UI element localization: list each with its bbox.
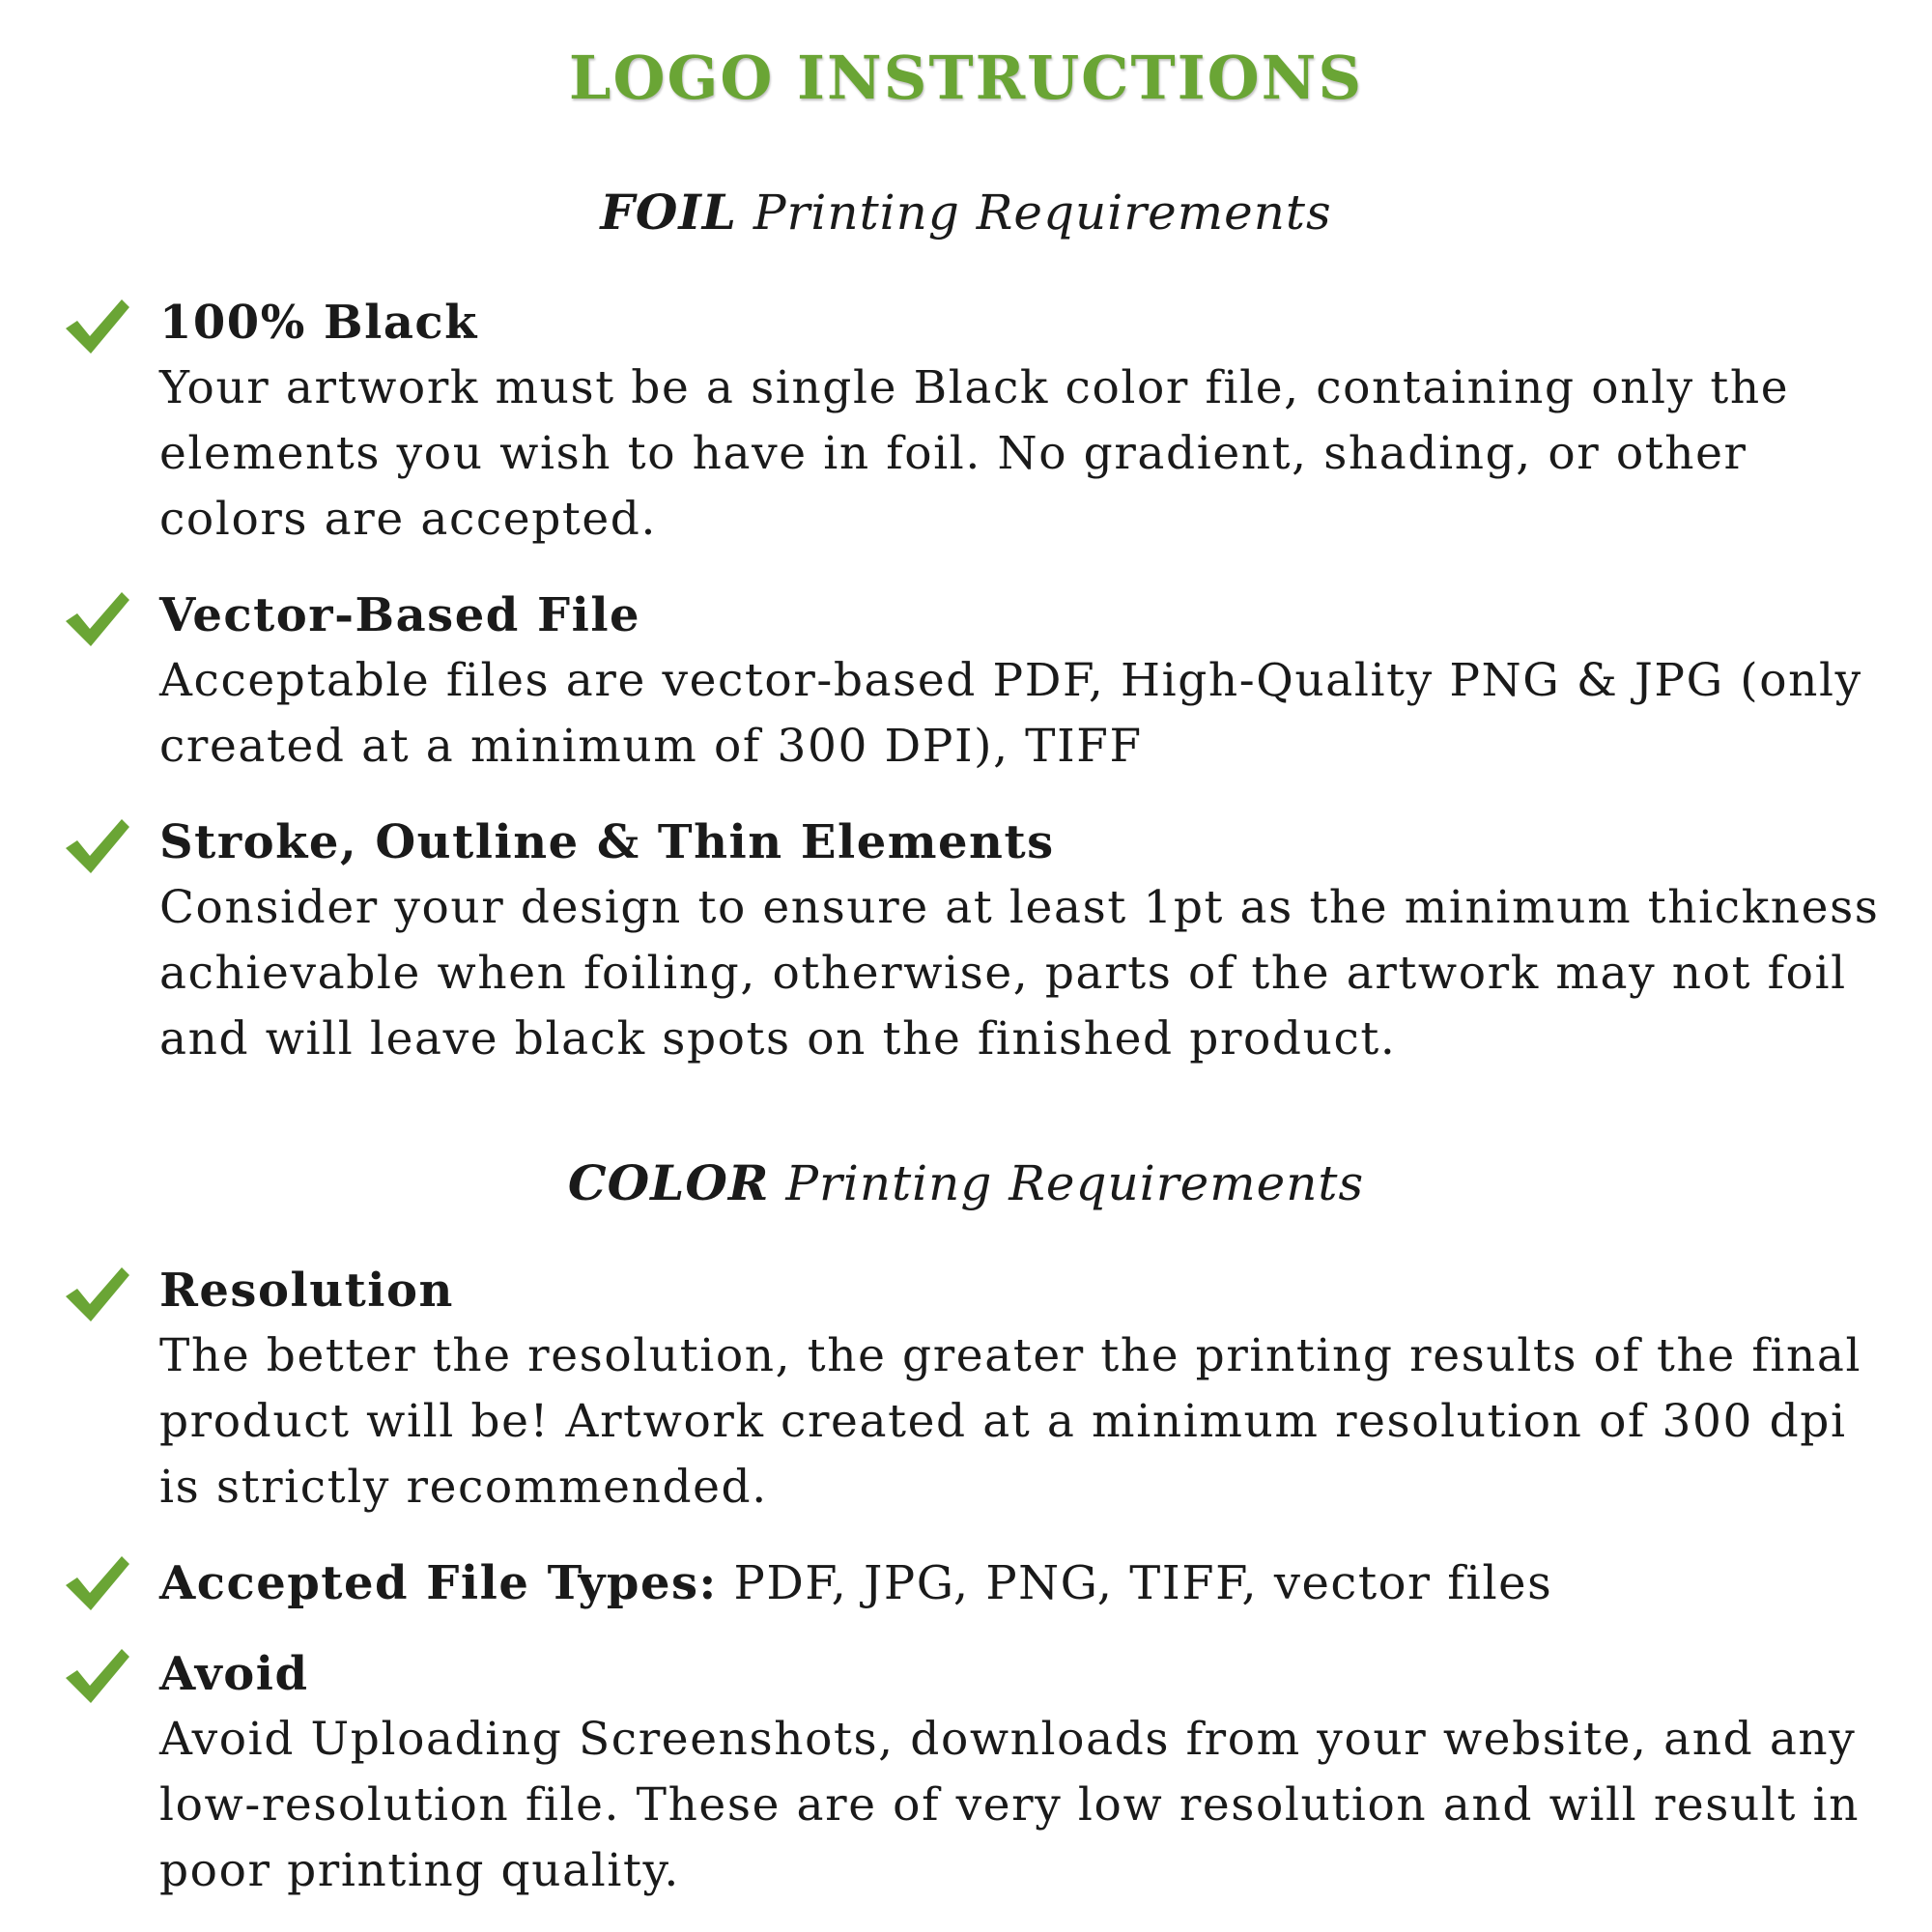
file-types-value: PDF, JPG, PNG, TIFF, vector files: [717, 1556, 1553, 1610]
item-text: Avoid Uploading Screenshots, downloads from your website, and any low-resolution file. These are of very low resolution and will result in poor printing quality.: [159, 1713, 1861, 1897]
foil-heading-strong: FOIL: [600, 184, 737, 241]
check-icon: [64, 1552, 131, 1614]
item-text: Your artwork must be a single Black color file, containing only the elements you wish to have in foil. No gradient, shading, or other colors are accepted.: [159, 361, 1790, 546]
check-icon: [64, 815, 131, 877]
item-title: 100% Black: [159, 296, 478, 350]
item-title: [159, 1550, 1552, 1616]
item-title: Vector-Based File: [159, 588, 641, 642]
item-title: Stroke, Outline & Thin Elements: [159, 815, 1055, 869]
foil-section-heading: [0, 184, 1932, 241]
check-icon: [64, 1645, 131, 1707]
check-icon: [64, 296, 131, 357]
foil-heading-rest: Printing Requirements: [736, 185, 1332, 241]
item-text: Acceptable files are vector-based PDF, High-Quality PNG & JPG (only created at a minimum of 300 DPI), TIFF: [159, 654, 1862, 773]
item-text: Consider your design to ensure at least 1pt as the minimum thickness achievable when foiling, otherwise, parts of the artwork may not foil and will leave black spots on the finished product.: [159, 881, 1880, 1065]
color-heading-strong: COLOR: [567, 1154, 770, 1211]
check-icon: [64, 1264, 131, 1325]
color-section-heading: [0, 1154, 1932, 1211]
check-icon: [64, 588, 131, 650]
item-text: The better the resolution, the greater the printing results of the final product will be! Artwork created at a minimum resolution of 300 dpi is strictly recommended.: [159, 1329, 1862, 1514]
page-title: LOGO INSTRUCTIONS: [568, 43, 1364, 113]
item-title: Avoid: [159, 1647, 309, 1701]
file-types-label: Accepted File Types:: [159, 1556, 718, 1610]
item-title: Resolution: [159, 1264, 454, 1318]
color-heading-rest: Printing Requirements: [769, 1155, 1365, 1211]
